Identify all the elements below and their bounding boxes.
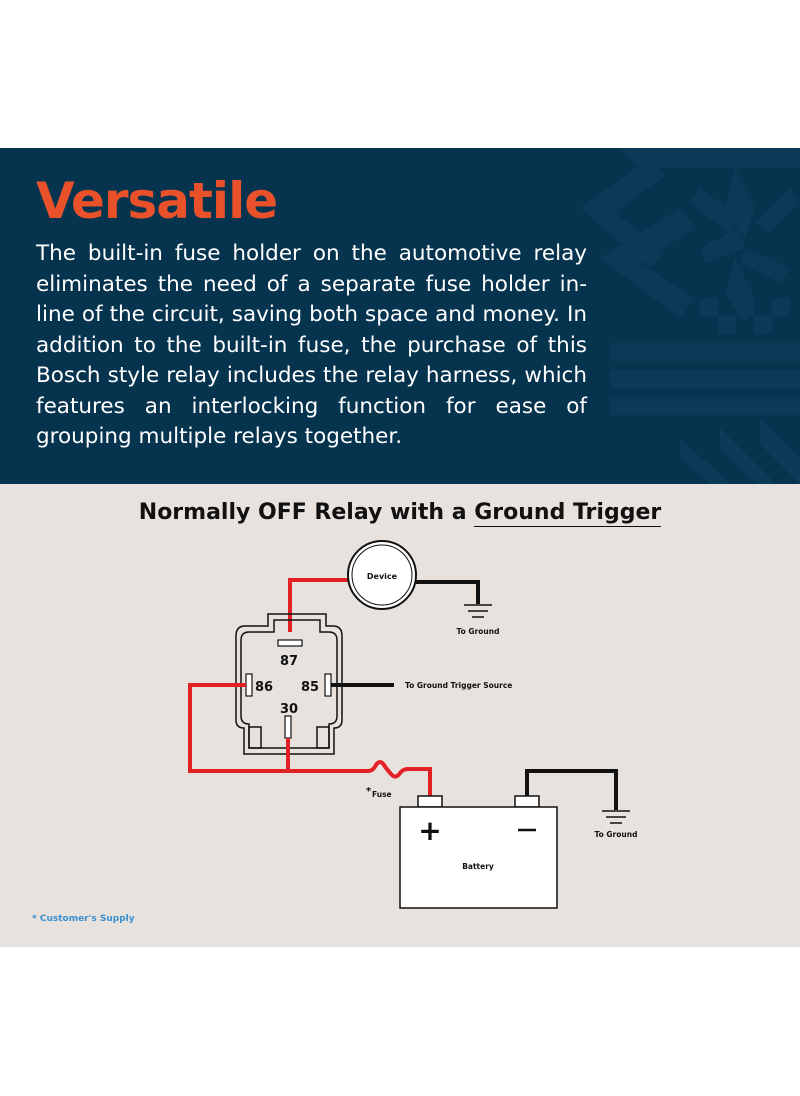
feature-panel (0, 148, 800, 484)
pin-85-label: 85 (300, 680, 320, 695)
terminal-30 (285, 716, 291, 738)
diagram-title-prefix: Normally OFF Relay with a (138, 500, 475, 525)
terminal-87 (278, 640, 302, 646)
wire-battery-to-ground (527, 771, 616, 810)
battery-negative-post (515, 796, 539, 807)
battery-label: Battery (462, 862, 494, 871)
wiring-diagram-panel (0, 484, 800, 947)
description-text: The built-in fuse holder on the automotive relay eliminates the need of a separate fuse holder in-line of the circuit, saving both space and money. In addition to the built-in fuse, the purchase of this Bosch style relay includes the relay harness, which features an interlocking function for ease of grouping multiple relays together. (36, 241, 587, 449)
headline: Versatile (36, 172, 278, 230)
to-ground-battery-label: To Ground (594, 830, 638, 839)
terminal-85 (325, 674, 331, 696)
to-ground-device-label: To Ground (456, 627, 500, 636)
pin-30-label: 30 (279, 702, 299, 717)
device-label: Device (366, 572, 398, 581)
ground-symbol-device (464, 605, 492, 617)
customer-supply-footnote: * Customer's Supply (32, 914, 135, 924)
ground-symbol-battery (602, 811, 630, 823)
pin-86-label: 86 (254, 680, 274, 695)
relay-wiring-diagram (0, 484, 800, 947)
fuse-label: Fuse (372, 790, 392, 799)
fuse-mark: * (366, 786, 372, 797)
terminal-86 (246, 674, 252, 696)
pin-87-label: 87 (279, 654, 299, 669)
battery-positive-post (418, 796, 442, 807)
trigger-source-label: To Ground Trigger Source (405, 681, 513, 690)
diagram-title-emphasis: Ground Trigger (474, 500, 662, 525)
wire-device-to-ground (416, 582, 478, 604)
battery-plus-label: + (418, 814, 442, 847)
